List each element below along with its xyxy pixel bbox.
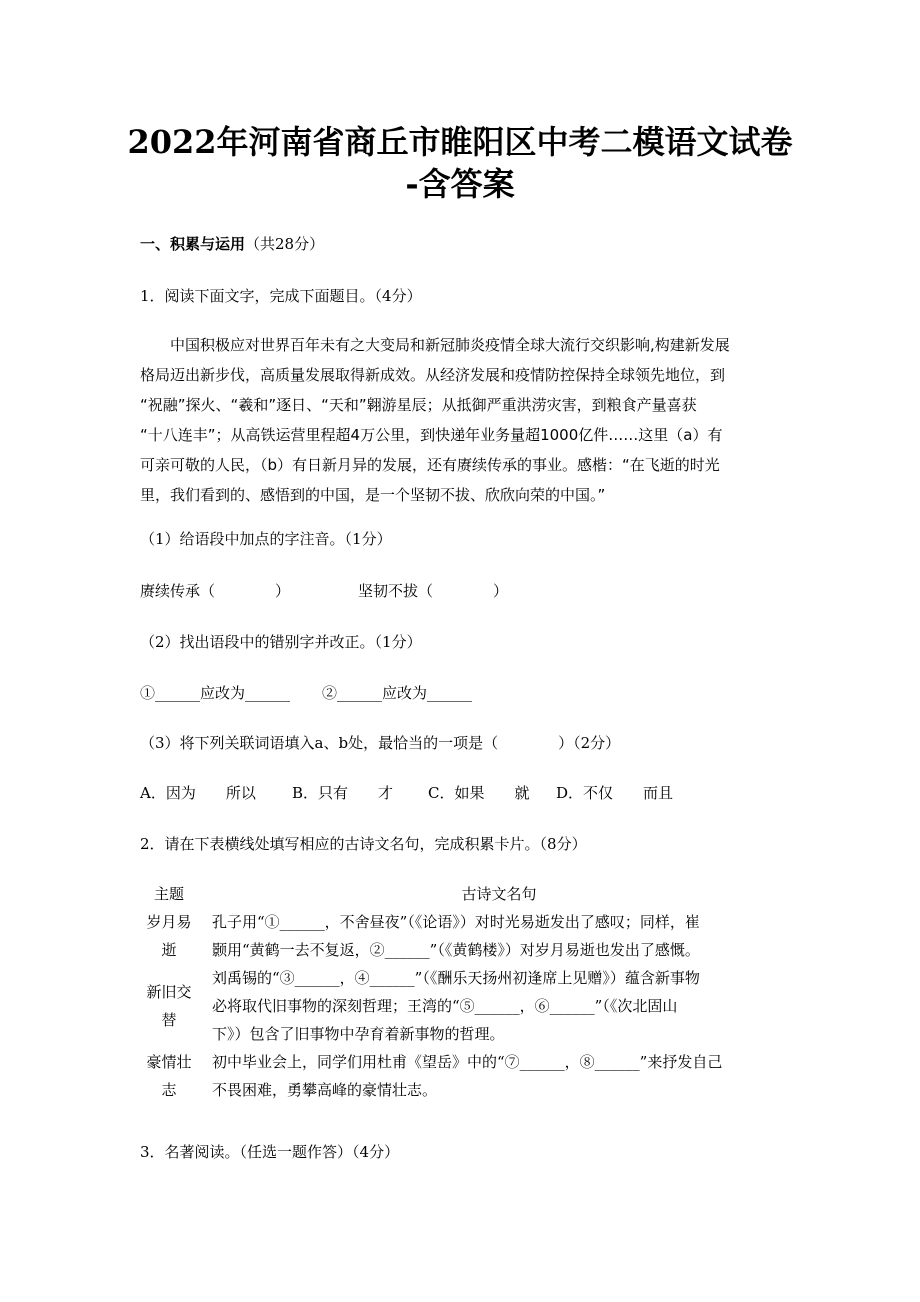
- content-line: 孔子用“①______，不舍昼夜”（《论语》）对时光易逝发出了感叹；同样，崔: [212, 913, 700, 931]
- row-content: [212, 964, 786, 1048]
- content-line: 下》）包含了旧事物中孕育着新事物的哲理。: [212, 1025, 505, 1043]
- content-line: 不畏困难，勇攀高峰的豪情壮志。: [212, 1081, 438, 1099]
- section-heading: [140, 233, 324, 255]
- question-1-sub-3: （3）将下列关联词语填入a、b处，最恰当的一项是（ ）（2分）: [140, 734, 621, 752]
- content-line: 初中毕业会上，同学们用杜甫《望岳》中的“⑦______，⑧______”来抒发自己: [212, 1053, 723, 1071]
- topic-line: 替: [161, 1011, 177, 1029]
- pinyin-blank-b: 坚韧不拔（ ）: [358, 582, 509, 600]
- poetry-card-table: [140, 880, 786, 1104]
- topic-line: 新旧交: [146, 983, 192, 1001]
- passage-line: 可亲可敬的人民，（b）有日新月异的发展，还有赓续传承的事业。感楷：“在飞逝的时光: [140, 456, 720, 474]
- content-line: 刘禹锡的“③______，④______”（《酬乐天扬州初逢席上见赠》）蕴含新事物: [212, 969, 700, 987]
- document-title-line-1: 2022年河南省商丘市睢阳区中考二模语文试卷: [127, 123, 793, 161]
- question-3-stem: 3．名著阅读。（任选一题作答）（4分）: [140, 1143, 400, 1161]
- passage-line: “十八连丰”；从高铁运营里程超4万公里，到快递年业务量超1000亿件……这里（a）有: [140, 426, 723, 444]
- option-c: C．如果 就: [428, 784, 530, 802]
- row-topic: [140, 964, 212, 1048]
- header-topic: 主题: [153, 885, 184, 903]
- row-content: [212, 1048, 786, 1104]
- passage-line: 里，我们看到的、感悟到的中国，是一个坚韧不拔、欣欣向荣的中国。”: [140, 486, 606, 504]
- table-header-row: [140, 880, 786, 908]
- option-b: B．只有 才: [292, 784, 394, 802]
- document-title-line-2: -含答案: [405, 165, 515, 203]
- section-heading-title: 一、积累与运用: [140, 235, 246, 253]
- row-content: [212, 908, 786, 964]
- question-1-passage: [140, 330, 786, 510]
- question-2-stem: 2．请在下表横线处填写相应的古诗文名句，完成积累卡片。（8分）: [140, 835, 587, 853]
- topic-line: 豪情壮: [146, 1053, 192, 1071]
- topic-line: 岁月易: [146, 913, 192, 931]
- pinyin-blank-a: 赓续传承（ ）: [140, 582, 291, 600]
- question-1-stem: 1．阅读下面文字，完成下面题目。（4分）: [140, 287, 422, 305]
- table-row: [140, 908, 786, 964]
- passage-line: 中国积极应对世界百年未有之大变局和新冠肺炎疫情全球大流行交织影响,构建新发展: [170, 336, 730, 354]
- option-a: A．因为 所以: [140, 784, 256, 802]
- content-line: 颢用“黄鹤一去不复返，②______”（《黄鹤楼》）对岁月易逝也发出了感慨。: [212, 941, 700, 959]
- header-content: 古诗文名句: [461, 885, 537, 903]
- option-d: D．不仅 而且: [556, 784, 674, 802]
- content-line: 必将取代旧事物的深刻哲理；王湾的“⑤______，⑥______”（《次北固山: [212, 997, 678, 1015]
- table-row: [140, 964, 786, 1048]
- passage-line: 格局迈出新步伐，高质量发展取得新成效。从经济发展和疫情防控保持全球领先地位，到: [140, 366, 726, 384]
- topic-line: 志: [161, 1081, 177, 1099]
- passage-line: “祝融”探火、“羲和”逐日、“天和”翱游星辰；从抵御严重洪涝灾害，到粮食产量喜获: [140, 396, 697, 414]
- question-1-sub-2: （2）找出语段中的错别字并改正。（1分）: [140, 633, 422, 651]
- section-heading-score: （共28分）: [245, 235, 325, 253]
- topic-line: 逝: [161, 941, 177, 959]
- question-1-sub-1: （1）给语段中加点的字注音。（1分）: [140, 530, 392, 548]
- row-topic: [140, 1048, 212, 1104]
- table-row: [140, 1048, 786, 1104]
- correction-blank-b: ②______应改为______: [322, 684, 473, 702]
- correction-blank-a: ①______应改为______: [140, 684, 291, 702]
- row-topic: [140, 908, 212, 964]
